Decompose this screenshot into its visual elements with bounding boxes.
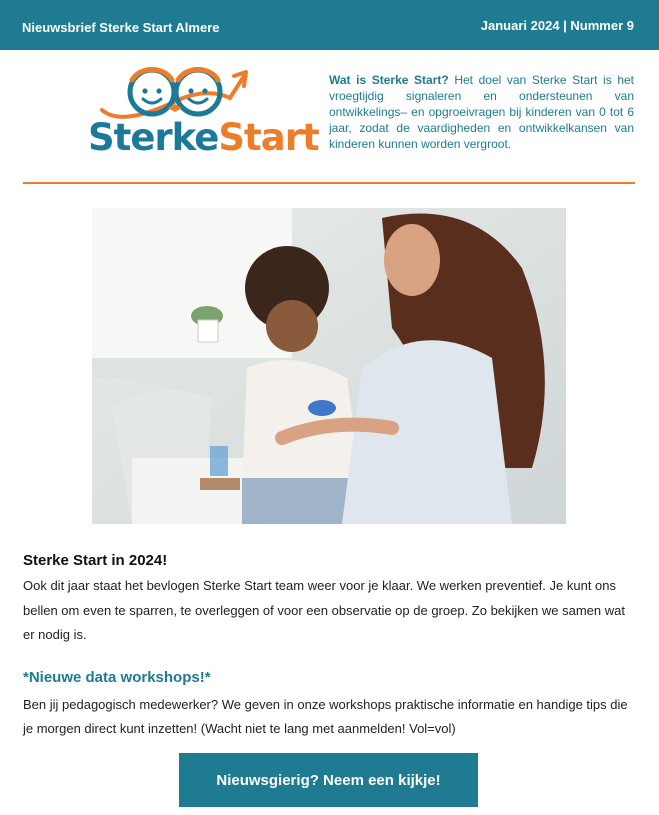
- cta-button[interactable]: Nieuwsgierig? Neem een kijkje!: [179, 753, 478, 807]
- section-text-sterke-start-2024: Ook dit jaar staat het bevlogen Sterke Start team weer voor je klaar. We werken preventief. Je kunt ons bellen om even te sparren, te overleggen of voor een observatie op de groep. Zo bekijken we samen wat er nodig is.: [23, 578, 625, 642]
- intro-text: Het doel van Sterke Start is het vroegtijdig signaleren en ondersteunen van ontwikkelings– en opgroeivragen bij kinderen van 0 tot 6 jaar, zodat de vaardigheden en ontwikkelkansen van kinderen kunnen worden vergroot.: [329, 73, 634, 151]
- section-title-sterke-start-2024: Sterke Start in 2024!: [23, 552, 168, 569]
- section-text-workshops: Ben jij pedagogisch medewerker? We geven in onze workshops praktische informatie en handige tips die je morgen direct kunt inzetten! (Wacht niet te lang met aanmelden! Vol=vol): [23, 697, 628, 736]
- section-title-workshops: *Nieuwe data workshops!*: [23, 669, 211, 686]
- hero-photo-woman-and-child-painting: [92, 208, 566, 524]
- logo-wordmark: [88, 116, 319, 159]
- orange-divider: [23, 182, 635, 184]
- logo-faces-icon: [88, 62, 268, 122]
- intro-lead: Wat is Sterke Start?: [329, 73, 449, 87]
- logo-word-start: Start: [218, 116, 319, 159]
- logo-word-sterke: Sterke: [88, 116, 219, 159]
- issue-label: Januari 2024 | Nummer 9: [480, 18, 634, 33]
- newsletter-header-bar: [0, 0, 659, 50]
- sterke-start-logo: [88, 62, 319, 166]
- newsletter-title: Nieuwsbrief Sterke Start Almere: [22, 20, 220, 35]
- intro-paragraph: [329, 72, 634, 152]
